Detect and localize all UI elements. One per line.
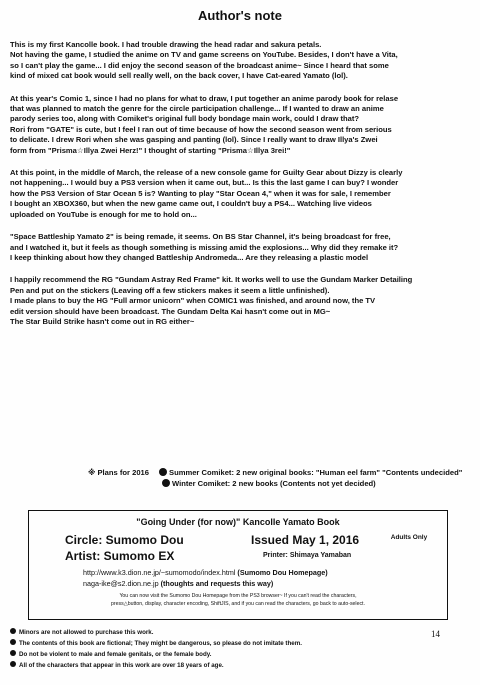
text-line: I keep thinking about how they changed Battleship Andromeda... Are they releasing a plastic model xyxy=(10,252,369,262)
paragraph-2 xyxy=(10,94,472,156)
page-number: 14 xyxy=(431,629,440,639)
bullet-icon xyxy=(10,650,16,656)
text-line: Rori from "GATE" is cute, but I feel I ran out of time because of how the second season went from serious xyxy=(10,124,392,134)
text-line: edit version should have been broadcast. The Gundam Delta Kai hasn't come out in MG~ xyxy=(10,306,331,316)
text-line: parody series too, along with Comiket's original full body bondage main work, could I draw that? xyxy=(10,114,360,124)
page-title: Author's note xyxy=(198,8,282,23)
text-line: kind of mixed cat book would sell really well, on the back cover, I have Cat-eared Yamato (lol). xyxy=(10,71,348,81)
plans-lead: ※ Plans for 2016 xyxy=(88,468,149,477)
notice-item xyxy=(10,649,302,660)
bullet-icon xyxy=(10,661,16,667)
paragraph-3 xyxy=(10,168,472,220)
notice-item xyxy=(10,660,302,671)
notice-item xyxy=(10,638,302,649)
text-line: and I watched it, but it feels as though something is missing amid the explosions... Why did they remake it? xyxy=(10,242,399,252)
contact-email[interactable]: naga-ike@s2.dion.ne.jp xyxy=(83,579,159,588)
bullet-icon xyxy=(10,639,16,645)
paragraph-1 xyxy=(10,40,472,82)
plans-winter-row xyxy=(88,479,462,490)
notices-list xyxy=(10,627,302,671)
text-line: I bought an XBOX360, but when the new game came out, I couldn't buy a PS4... Watching live videos xyxy=(10,199,372,209)
text-line: that was planned to match the genre for the circle participation challenge... If I wanted to draw an anime xyxy=(10,104,384,114)
notice-text: Minors are not allowed to purchase this work. xyxy=(19,629,154,636)
plan-summer: Summer Comiket: 2 new original books: "Human eel farm" "Contents undecided" xyxy=(169,468,463,477)
text-line: so I can't play the game... I did enjoy the second season of the broadcast anime~ Since I heard that some xyxy=(10,60,389,70)
text-line: uploaded on YouTube is enough for me to hold on... xyxy=(10,209,197,219)
browser-note-line: You can now visit the Sumomo Dou Homepage from the PS3 browser~ If you can't read the characters, xyxy=(119,593,357,599)
text-line: At this year's Comic 1, since I had no plans for what to draw, I put together an anime parody book for relase xyxy=(10,93,399,103)
text-line: "Space Battleship Yamato 2" is being remade, it seems. On BS Star Channel, it's being broadcast for free, xyxy=(10,232,391,242)
text-line: The Star Build Strike hasn't come out in RG either~ xyxy=(10,316,195,326)
text-line: to delicate. I drew Rori when she was gasping and panting (lol). Since I really want to draw Illya's Zwei xyxy=(10,135,378,145)
email-label: (thoughts and requests this way) xyxy=(160,579,274,588)
text-line: form from "Prisma☆Illya Zwei Herz!" I thought of starting "Prisma☆Illya 3rei!" xyxy=(10,145,291,155)
book-title: "Going Under (for now)" Kancolle Yamato Book xyxy=(136,517,340,527)
text-line: At this point, in the middle of March, the release of a new console game for Guilty Gear about Dizzy is clearly xyxy=(10,168,403,178)
author-note-body xyxy=(10,40,472,339)
notice-text: All of the characters that appear in this work are over 18 years of age. xyxy=(19,662,224,669)
artist-name: Artist: Sumomo EX xyxy=(65,549,175,563)
notice-text: The contents of this book are fictional; They might be dangerous, so please do not imitate them. xyxy=(19,640,302,647)
plans-2016 xyxy=(88,468,462,490)
issue-date: Issued May 1, 2016 xyxy=(251,533,360,547)
notice-text: Do not be violent to male and female genitals, or the female body. xyxy=(19,651,212,658)
paragraph-4 xyxy=(10,232,472,263)
colophon-box xyxy=(28,510,448,620)
printer-name: Printer: Shimaya Yamaban xyxy=(263,552,352,559)
plan-winter: Winter Comiket: 2 new books (Contents not yet decided) xyxy=(172,478,376,488)
text-line: how the PS3 Version of Star Ocean 5 is? Wanting to play "Star Ocean 4," when it was for sale, I remember xyxy=(10,188,391,198)
text-line: I made plans to buy the HG "Full armor unicorn" when COMIC1 was finished, and around now, the TV xyxy=(10,296,376,306)
browser-note-line: press△button, display, character encoding, ShiftJIS, and if you can read the characters, go back to auto-select. xyxy=(111,601,365,607)
homepage-label: (Sumomo Dou Homepage) xyxy=(237,568,328,577)
text-line: This is my first Kancolle book. I had trouble drawing the head radar and sakura petals. xyxy=(10,40,322,49)
text-line: Not having the game, I studied the anime on TV and game screens on YouTube. Besides, I don't have a Vita, xyxy=(10,50,398,60)
homepage-row xyxy=(83,568,328,577)
homepage-url[interactable]: http://www.k3.dion.ne.jp/~sumomodo/index.html xyxy=(83,568,236,577)
browser-note xyxy=(35,592,441,608)
text-line: Pen and put on the stickers (Leaving off a few stickers makes it seem a little unfinished). xyxy=(10,285,330,295)
email-row xyxy=(83,579,273,588)
adults-only-label: Adults Only xyxy=(390,534,428,541)
plans-summer-row xyxy=(88,468,462,479)
notice-item xyxy=(10,627,302,638)
text-line: I happily recommend the RG "Gundam Astray Red Frame" kit. It works well to use the Gundam Marker Detailing xyxy=(10,275,413,285)
bullet-icon xyxy=(10,628,16,634)
text-line: not happening... I would buy a PS3 version when it came out, but... Is this the last game I can buy? I wonder xyxy=(10,178,399,188)
circle-name: Circle: Sumomo Dou xyxy=(65,533,184,547)
bullet-icon xyxy=(162,479,170,487)
paragraph-5 xyxy=(10,275,472,327)
bullet-icon xyxy=(159,468,167,476)
